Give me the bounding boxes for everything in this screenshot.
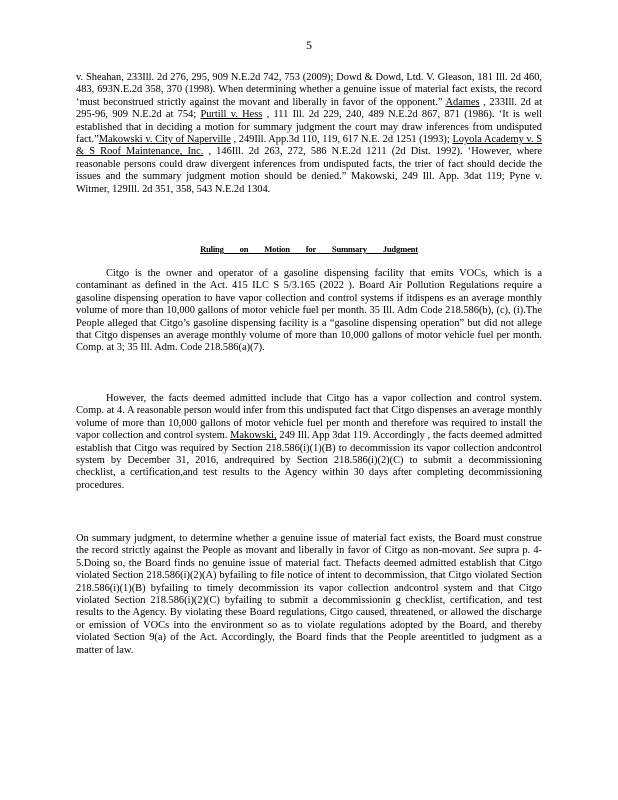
section-heading — [0, 244, 618, 254]
ruling-paragraph-1: Citgo is the owner and operator of a gasoline dispensing facility that emits VOCs, which is a contaminant as defined in the Act. 415 ILC S 5/3.165 (2022 ). Board Air Pollution Regulations require a gasoline dispensing operation to have vapor collection and control systems if itdispens es an average monthly volume of more than 10,000 gallons of motor vehicle fuel per month. 35 Ill. Adm Code 218.586(b), (c), (i).The People alleged that Citgo’s gasoline dispensing facility is a “gasoline dispensing operation” but did not allege that Citgo dispenses an average monthly volume of more than 10,000 gallons of motor vehicle fuel per month. Comp. at 3; 35 Ill. Adm. Code 218.586(a)(7). — [76, 268, 542, 354]
text-run: , 233Ill. 2d at 295-96, 909 N.E.2d at 754; — [76, 96, 543, 121]
ruling-paragraph-2 — [76, 393, 542, 492]
see-signal: See — [478, 545, 494, 557]
text-run: On summary judgment, to determine whether a genuine issue of material fact exists, the Board must construe the record strictly against the People as movant and liberally in favor of Citgo as non-movant. — [76, 533, 542, 557]
case-citation: Adames — [445, 96, 480, 108]
text-run: , 146Ill. 2d 263, 272, 586 N.E.2d 1211 (2d Dist. 1992). ‘However, where reasonable persons could draw divergent inferences from undisputed facts, the trier of fact should decide the issues and the summary judgment motion should be denied.” Makowski, 249 Ill. App. 3dat 119; Pyne v. Witmer, 129Ill. 2d 351, 358, 543 N.E.2d 1304. — [76, 146, 542, 195]
case-citation: Loyola Academy v. S & S Roof Maintenance, Inc. — [76, 134, 542, 158]
ruling-paragraph-3 — [76, 533, 542, 657]
text-run: v. Sheahan, 233Ill. 2d 276, 295, 909 N.E.2d 742, 753 (2009); Dowd & Dowd, Ltd. V. Gleason, 181 Ill. 2d 460, 483, 693N.E.2d 358, 370 (1998). When determining whether a genuine issue of material fact exists, the record ‘must beconstrued strictly against the movant and liberally in favor of the opponent.” — [76, 72, 542, 108]
text-run: However, the facts deemed admitted include that Citgo has a vapor collection and control system. Comp. at 4. A reasonable person would infer from this undisputed fact that Citgo dispenses an average monthly volume of more than 10,000 gallons of motor vehicle fuel per month and therefore was required to install the vapor collection and control system. — [76, 393, 542, 442]
case-citation: Makowski v. City of Naperville — [98, 134, 231, 146]
page-number: 5 — [306, 38, 312, 52]
text-run: supra p. 4-5.Doing so, the Board finds no genuine issue of material fact. Thefacts deemed admitted establish that Citgo violated Section 218.586(i)(2)(A) byfailing to file notice of intent to decommission, that Citgo violated Section 218.586(i)(1)(B) byfailing to timely decommission its vapor collection andcontrol system and that Citgo violated Section 218.586(i)(2)(C) byfailing to submit a decommissionin g checklist, certification, and test results to the Agency. By violating these Board regulations, Citgo caused, threatened, or allowed the discharge or emission of VOCs into the environment so as to violate regulations adopted by the Board, and thereby violated Section 9(a) of the Act. Accordingly, the Board finds that the People areentitled to judgment as a matter of law. — [76, 545, 543, 656]
section-heading-text: Ruling on Motion for Summary Judgment — [200, 244, 418, 254]
text-run: 249 Ill. App 3dat 119. Accordingly , the facts deemed admitted establish that Citgo was required by Section 218.586(i)(1)(B) to decommission its vapor collection andcontrol system by December 31, 2016, andrequired by Section 218.586(i)(2)(C) to submit a decommissioning checklist, a certification,and test results to the Agency within 30 days after completing decommissioning procedures. — [76, 430, 543, 491]
case-citation: Purtill v. Hess — [200, 109, 263, 121]
text-run: , 249Ill. App.3d 110, 119, 617 N.E. 2d 1251 (1993); — [230, 134, 453, 146]
legal-standard-paragraph — [76, 72, 542, 196]
case-citation: Makowski, — [230, 430, 277, 442]
text-run: , 111 Ill. 2d 229, 240, 489 N.E.2d 867, 871 (1986). ‘It is well established that in deciding a motion for summary judgment the court may draw inferences from undisputed fact.” — [76, 109, 542, 146]
